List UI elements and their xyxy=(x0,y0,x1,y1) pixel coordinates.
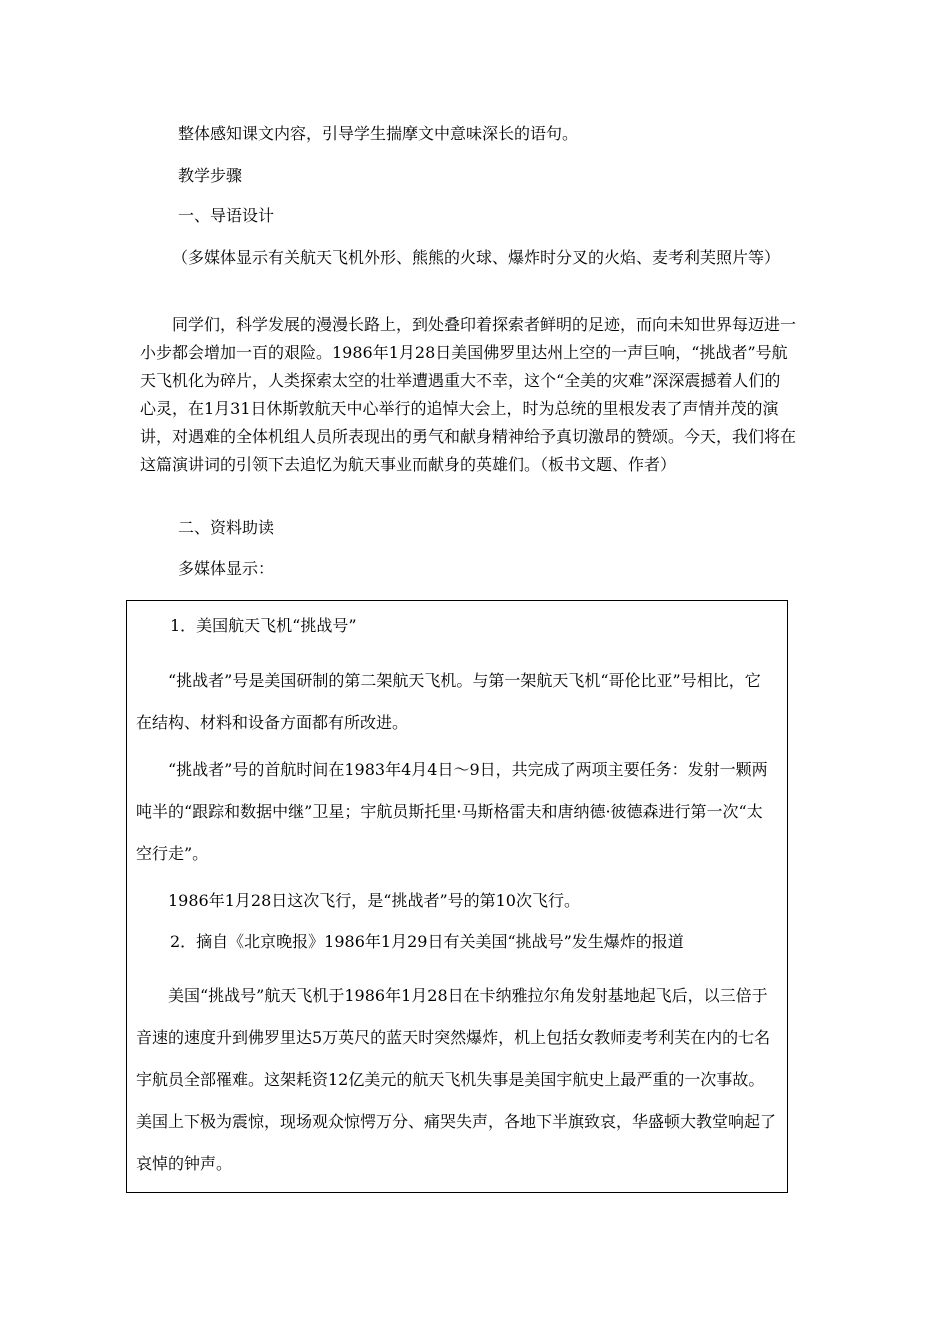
item2-title: 2．摘自《北京晚报》1986年1月29日有关美国“挑战号”发生爆炸的报道 xyxy=(170,932,684,951)
item1-paragraph-3: 1986年1月28日这次飞行，是“挑战者”号的第10次飞行。 xyxy=(168,891,580,910)
intro-line: 整体感知课文内容，引导学生揣摩文中意味深长的语句。 xyxy=(178,124,579,143)
lead-paragraph: 同学们，科学发展的漫漫长路上，到处叠印着探索者鲜明的足迹，而向未知世界每迈进一小步都会增加一百的艰险。1986年1月28日美国佛罗里达州上空的一声巨响，“挑战者”号航天飞机化为碎片，人类探索太空的壮举遭遇重大不幸，这个“全美的灾难”深深震撼着人们的心灵，在1月31日休斯敦航天中心举行的追悼大会上，时为总统的里根发表了声情并茂的演讲，对遇难的全体机组人员所表现出的勇气和献身精神给予真切激昂的赞颂。今天，我们将在这篇演讲词的引领下去追忆为航天事业而献身的英雄们。（板书文题、作者） xyxy=(140,315,797,474)
multimedia-note: （多媒体显示有关航天飞机外形、熊熊的火球、爆炸时分叉的火焰、麦考利芙照片等） xyxy=(172,248,781,267)
multimedia-label: 多媒体显示： xyxy=(178,559,275,578)
steps-heading: 教学步骤 xyxy=(178,166,243,185)
item1-title: 1．美国航天飞机“挑战号” xyxy=(170,616,357,635)
section1-heading: 一、导语设计 xyxy=(178,206,275,225)
item1-paragraph-2: “挑战者”号的首航时间在1983年4月4日～9日，共完成了两项主要任务：发射一颗两吨半的“跟踪和数据中继”卫星；宇航员斯托里·马斯格雷夫和唐纳德·彼德森进行第一次“太空行走”。 xyxy=(136,760,768,863)
item2-paragraph-1: 美国“挑战号”航天飞机于1986年1月28日在卡纳雅拉尔角发射基地起飞后，以三倍于音速的速度升到佛罗里达5万英尺的蓝天时突然爆炸，机上包括女教师麦考利芙在内的七名宇航员全部罹难。这架耗资12亿美元的航天飞机失事是美国宇航史上最严重的一次事故。美国上下极为震惊，现场观众惊愕万分、痛哭失声，各地下半旗致哀，华盛顿大教堂响起了哀悼的钟声。 xyxy=(136,986,777,1173)
item1-paragraph-1: “挑战者”号是美国研制的第二架航天飞机。与第一架航天飞机“哥伦比亚”号相比，它在结构、材料和设备方面都有所改进。 xyxy=(136,671,761,732)
section2-heading: 二、资料助读 xyxy=(178,518,275,537)
